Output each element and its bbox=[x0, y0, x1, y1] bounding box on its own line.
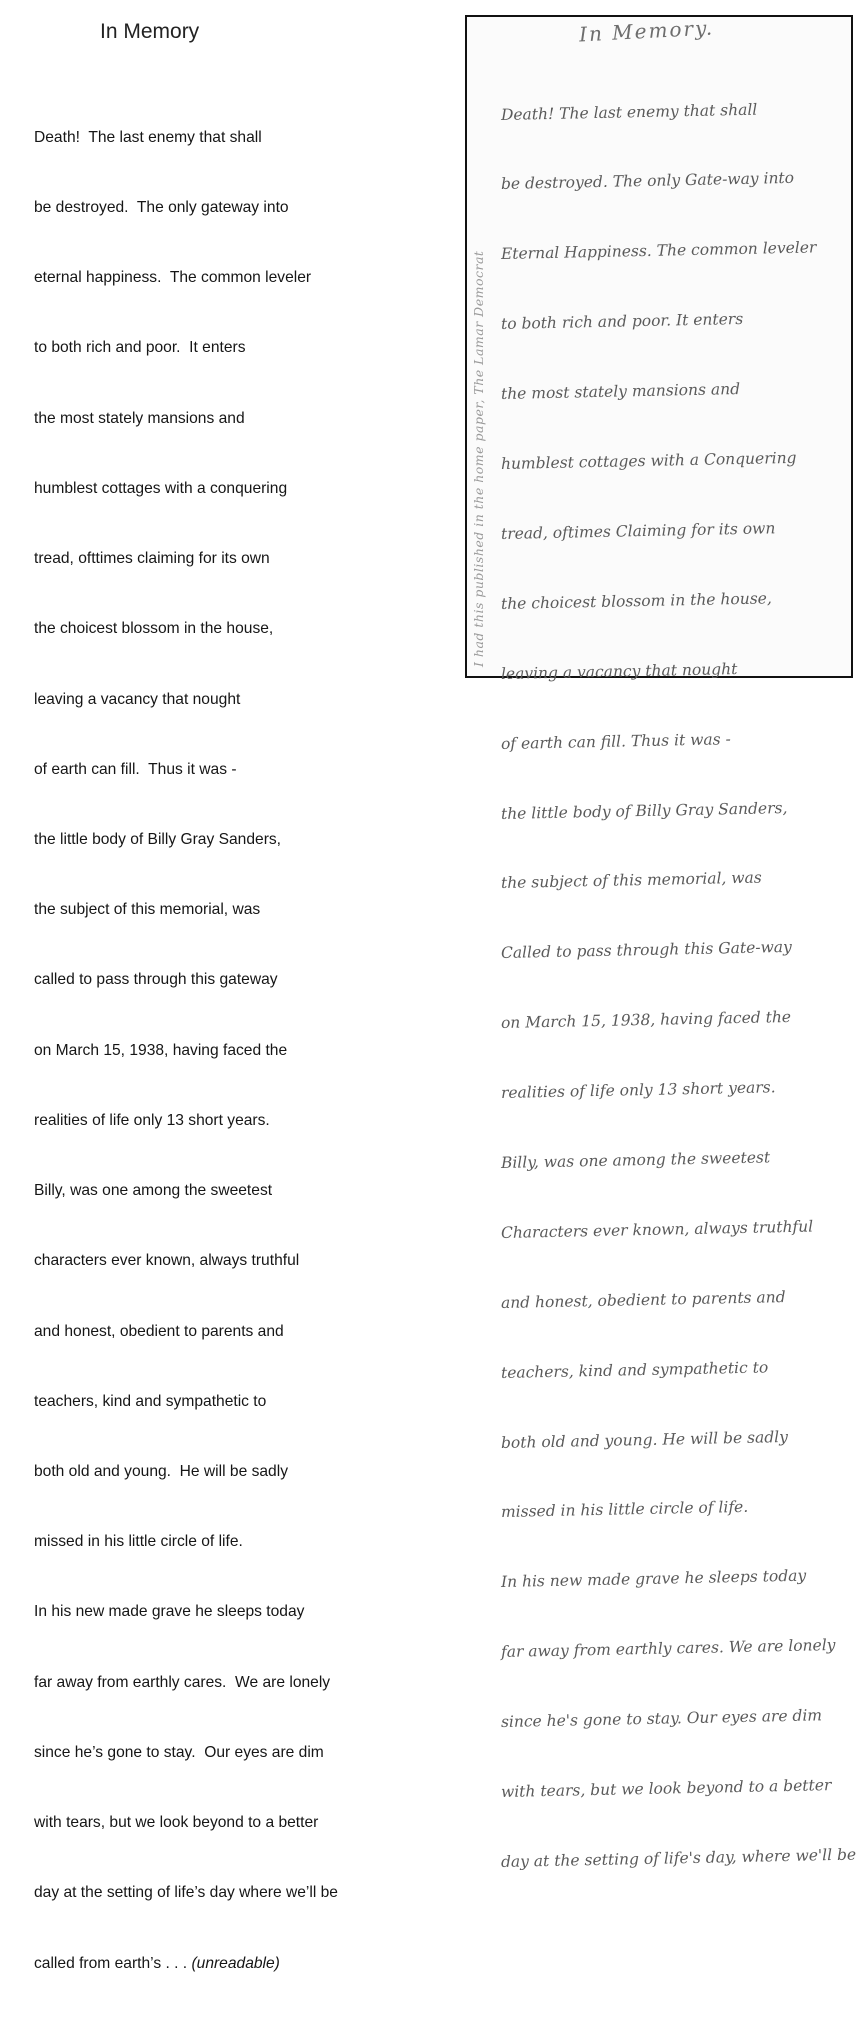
text-line: the subject of this memorial, was bbox=[34, 901, 261, 919]
page-title: In Memory bbox=[100, 20, 200, 43]
handwritten-line: the subject of this memorial, was bbox=[500, 868, 762, 893]
handwritten-line: Characters ever known, always truthful bbox=[500, 1217, 814, 1242]
text-line: eternal happiness. The common leveler bbox=[34, 269, 312, 287]
handwritten-text bbox=[500, 57, 857, 1921]
handwritten-line: In his new made grave he sleeps today bbox=[500, 1566, 807, 1592]
text-line: teachers, kind and sympathetic to bbox=[34, 1392, 267, 1410]
text-line: missed in his little circle of life. bbox=[34, 1533, 243, 1551]
text-line: be destroyed. The only gateway into bbox=[34, 199, 289, 217]
text-line: the choicest blossom in the house, bbox=[34, 620, 274, 638]
handwritten-scan bbox=[465, 15, 857, 1871]
handwritten-line: Billy, was one among the sweetest bbox=[500, 1148, 771, 1172]
text-line: far away from earthly cares. We are lonely bbox=[34, 1673, 331, 1691]
handwritten-line: the most stately mansions and bbox=[500, 380, 741, 404]
text-line: In his new made grave he sleeps today bbox=[34, 1603, 305, 1621]
text-line: with tears, but we look beyond to a better bbox=[34, 1814, 319, 1832]
handwritten-line: tread, oftimes Claiming for its own bbox=[500, 519, 776, 543]
text-line: the little body of Billy Gray Sanders, bbox=[34, 831, 282, 848]
handwritten-line: leaving a vacancy that nought bbox=[500, 659, 738, 683]
text-line: realities of life only 13 short years. bbox=[34, 1111, 270, 1129]
memorial-text bbox=[34, 79, 338, 2022]
handwritten-line: realities of life only 13 short years. bbox=[500, 1078, 776, 1103]
text-line: called to pass through this gateway bbox=[34, 971, 278, 989]
handwritten-line: be destroyed. The only Gate-way into bbox=[500, 169, 795, 194]
text-line: both old and young. He will be sadly bbox=[34, 1462, 288, 1480]
handwritten-line: day at the setting of life's day, where we'll be bbox=[500, 1845, 857, 1871]
text-line-last bbox=[34, 1952, 338, 1975]
handwritten-line: and honest, obedient to parents and bbox=[500, 1287, 786, 1312]
text-line: Death! The last enemy that shall bbox=[34, 128, 262, 146]
text-line: leaving a vacancy that nought bbox=[34, 690, 241, 708]
text-line: Billy, was one among the sweetest bbox=[34, 1182, 273, 1200]
margin-note: I had this published in the home paper, The Lamar Democrat bbox=[471, 250, 486, 667]
text-line: on March 15, 1938, having faced the bbox=[34, 1041, 288, 1059]
text-line: day at the setting of life’s day where we’ll be bbox=[34, 1884, 338, 1902]
last-line-text: called from earth’s . . . bbox=[34, 1954, 192, 1972]
text-line: the most stately mansions and bbox=[34, 409, 245, 427]
handwritten-line: on March 15, 1938, having faced the bbox=[500, 1008, 792, 1033]
handwritten-line: missed in his little circle of life. bbox=[500, 1498, 749, 1522]
handwritten-line: the choicest blossom in the house, bbox=[500, 589, 772, 613]
text-line: humblest cottages with a conquering bbox=[34, 479, 288, 497]
handwritten-line: Eternal Happiness. The common leveler bbox=[500, 238, 817, 264]
handwritten-line: Death! The last enemy that shall bbox=[500, 100, 758, 124]
text-line: tread, ofttimes claiming for its own bbox=[34, 550, 270, 568]
handwritten-line: Called to pass through this Gate-way bbox=[500, 938, 792, 963]
handwritten-line: the little body of Billy Gray Sanders, bbox=[500, 798, 788, 823]
text-line: of earth can fill. Thus it was - bbox=[34, 760, 237, 778]
text-line: characters ever known, always truthful bbox=[34, 1252, 300, 1270]
handwritten-line: to both rich and poor. It enters bbox=[500, 310, 744, 334]
handwritten-line: of earth can fill. Thus it was - bbox=[500, 729, 731, 753]
unreadable-note: (unreadable) bbox=[191, 1954, 280, 1972]
handwritten-line: both old and young. He will be sadly bbox=[500, 1427, 789, 1452]
handwritten-line: since he's gone to stay. Our eyes are dim bbox=[500, 1706, 823, 1732]
handwritten-title: In Memory. bbox=[578, 15, 715, 47]
text-line: to both rich and poor. It enters bbox=[34, 339, 246, 357]
handwritten-line: teachers, kind and sympathetic to bbox=[500, 1358, 769, 1382]
handwritten-line: with tears, but we look beyond to a better bbox=[500, 1776, 832, 1801]
text-line: since he’s gone to stay. Our eyes are dim bbox=[34, 1743, 324, 1761]
text-line: and honest, obedient to parents and bbox=[34, 1322, 284, 1340]
handwritten-line: humblest cottages with a Conquering bbox=[500, 448, 797, 474]
handwritten-line: far away from earthly cares. We are lonely bbox=[500, 1636, 836, 1662]
